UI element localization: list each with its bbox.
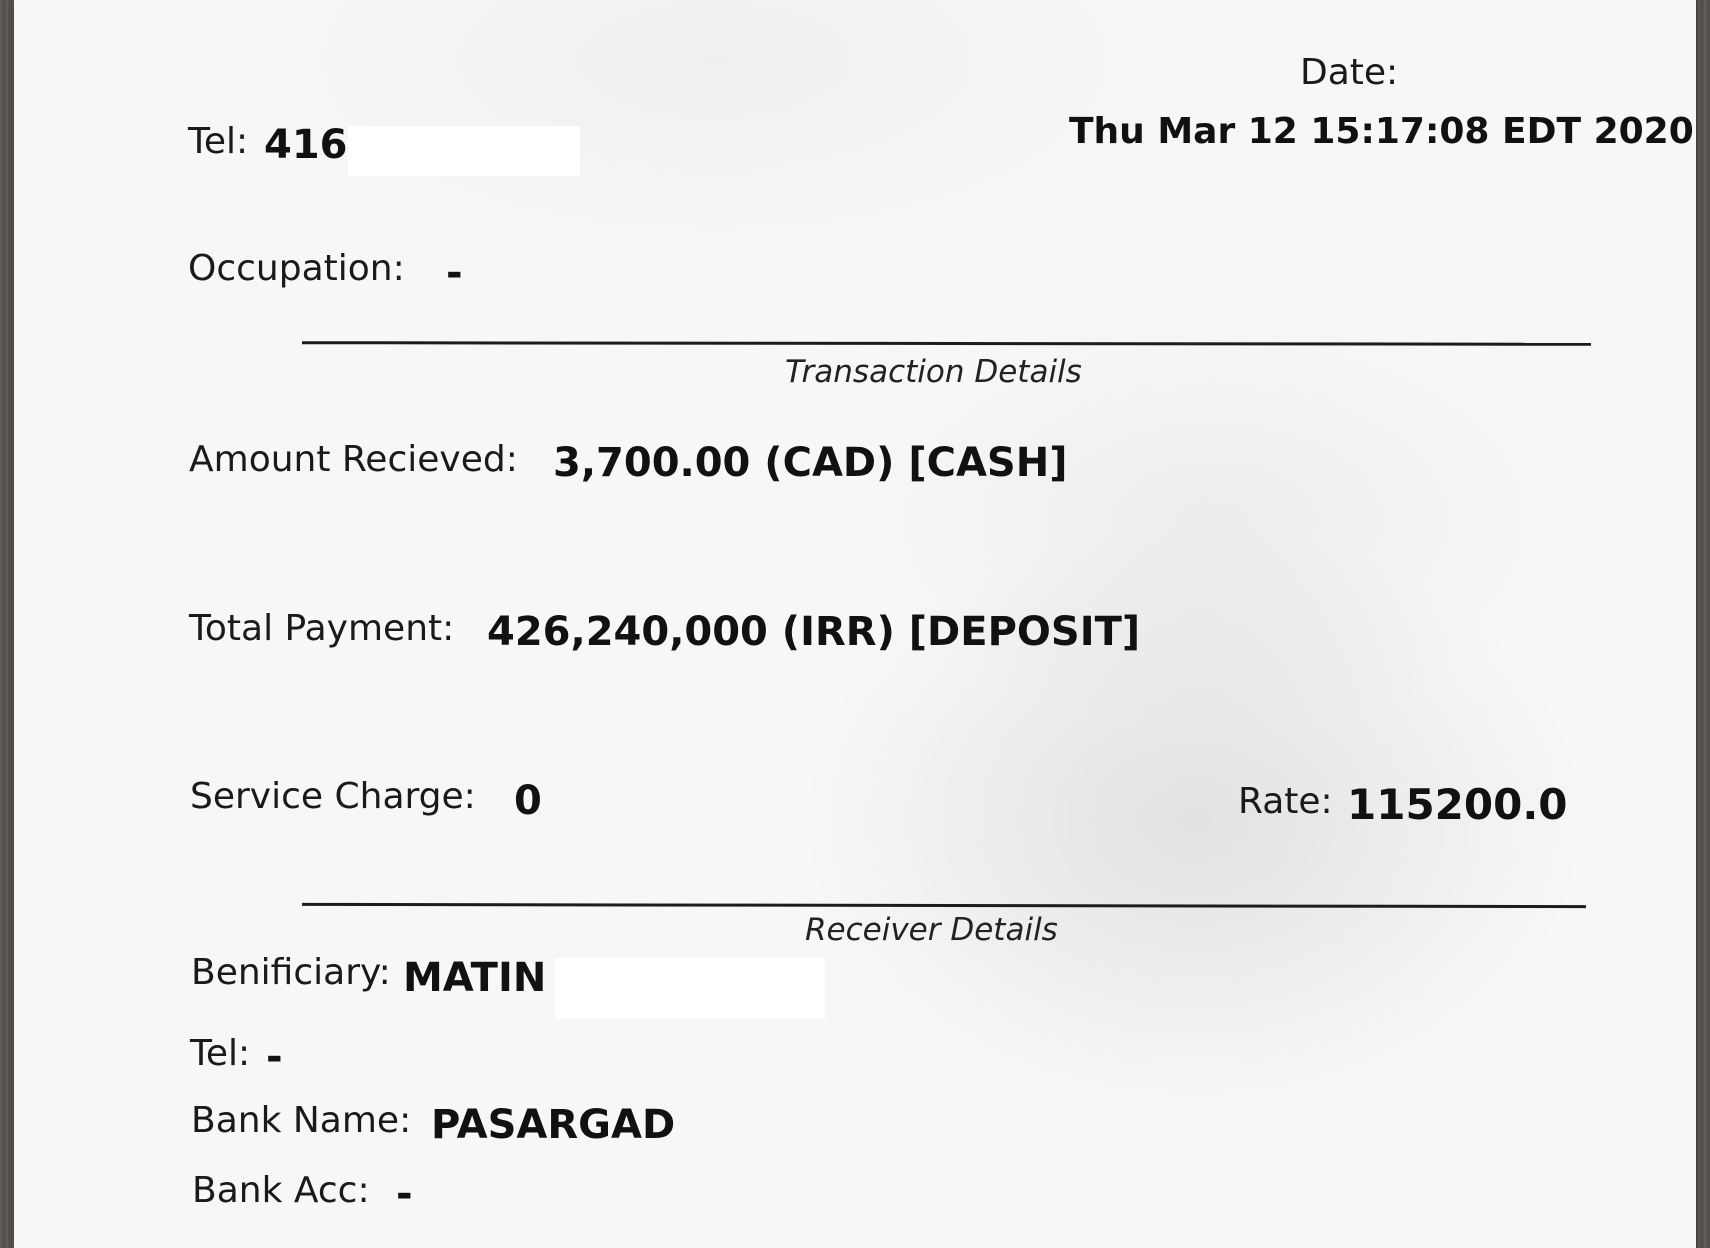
transaction-divider [302, 341, 1591, 346]
transaction-section-title: Transaction Details [785, 354, 1082, 390]
occupation-label: Occupation: [188, 248, 405, 289]
bank-name-label: Bank Name: [191, 1100, 412, 1141]
rate-label: Rate: [1238, 781, 1333, 822]
bank-name-value: PASARGAD [431, 1102, 676, 1148]
receiver-divider [302, 903, 1586, 908]
amount-received-label: Amount Recieved: [189, 439, 518, 480]
sender-tel-redaction [348, 126, 580, 176]
bank-acc-value: - [396, 1171, 413, 1217]
beneficiary-label: Benificiary: [191, 952, 391, 993]
receiver-tel-value: - [266, 1034, 283, 1080]
service-charge-label: Service Charge: [190, 776, 476, 817]
beneficiary-value: MATIN [403, 955, 547, 1001]
receiver-section-title: Receiver Details [805, 912, 1058, 948]
date-label: Date: [1300, 52, 1399, 93]
total-payment-value: 426,240,000 (IRR) [DEPOSIT] [487, 609, 1141, 655]
occupation-value: - [446, 250, 463, 296]
total-payment-label: Total Payment: [189, 608, 455, 649]
sender-tel-value: 416 [264, 122, 348, 168]
sender-tel-label: Tel: [188, 121, 249, 162]
bank-acc-label: Bank Acc: [192, 1170, 370, 1211]
rate-value: 115200.0 [1347, 780, 1568, 829]
amount-received-value: 3,700.00 (CAD) [CASH] [553, 440, 1068, 486]
receiver-tel-label: Tel: [190, 1033, 251, 1074]
receipt-paper [14, 0, 1696, 1248]
beneficiary-redaction [555, 958, 825, 1019]
date-value: Thu Mar 12 15:17:08 EDT 2020 [1069, 111, 1694, 152]
service-charge-value: 0 [514, 778, 542, 824]
